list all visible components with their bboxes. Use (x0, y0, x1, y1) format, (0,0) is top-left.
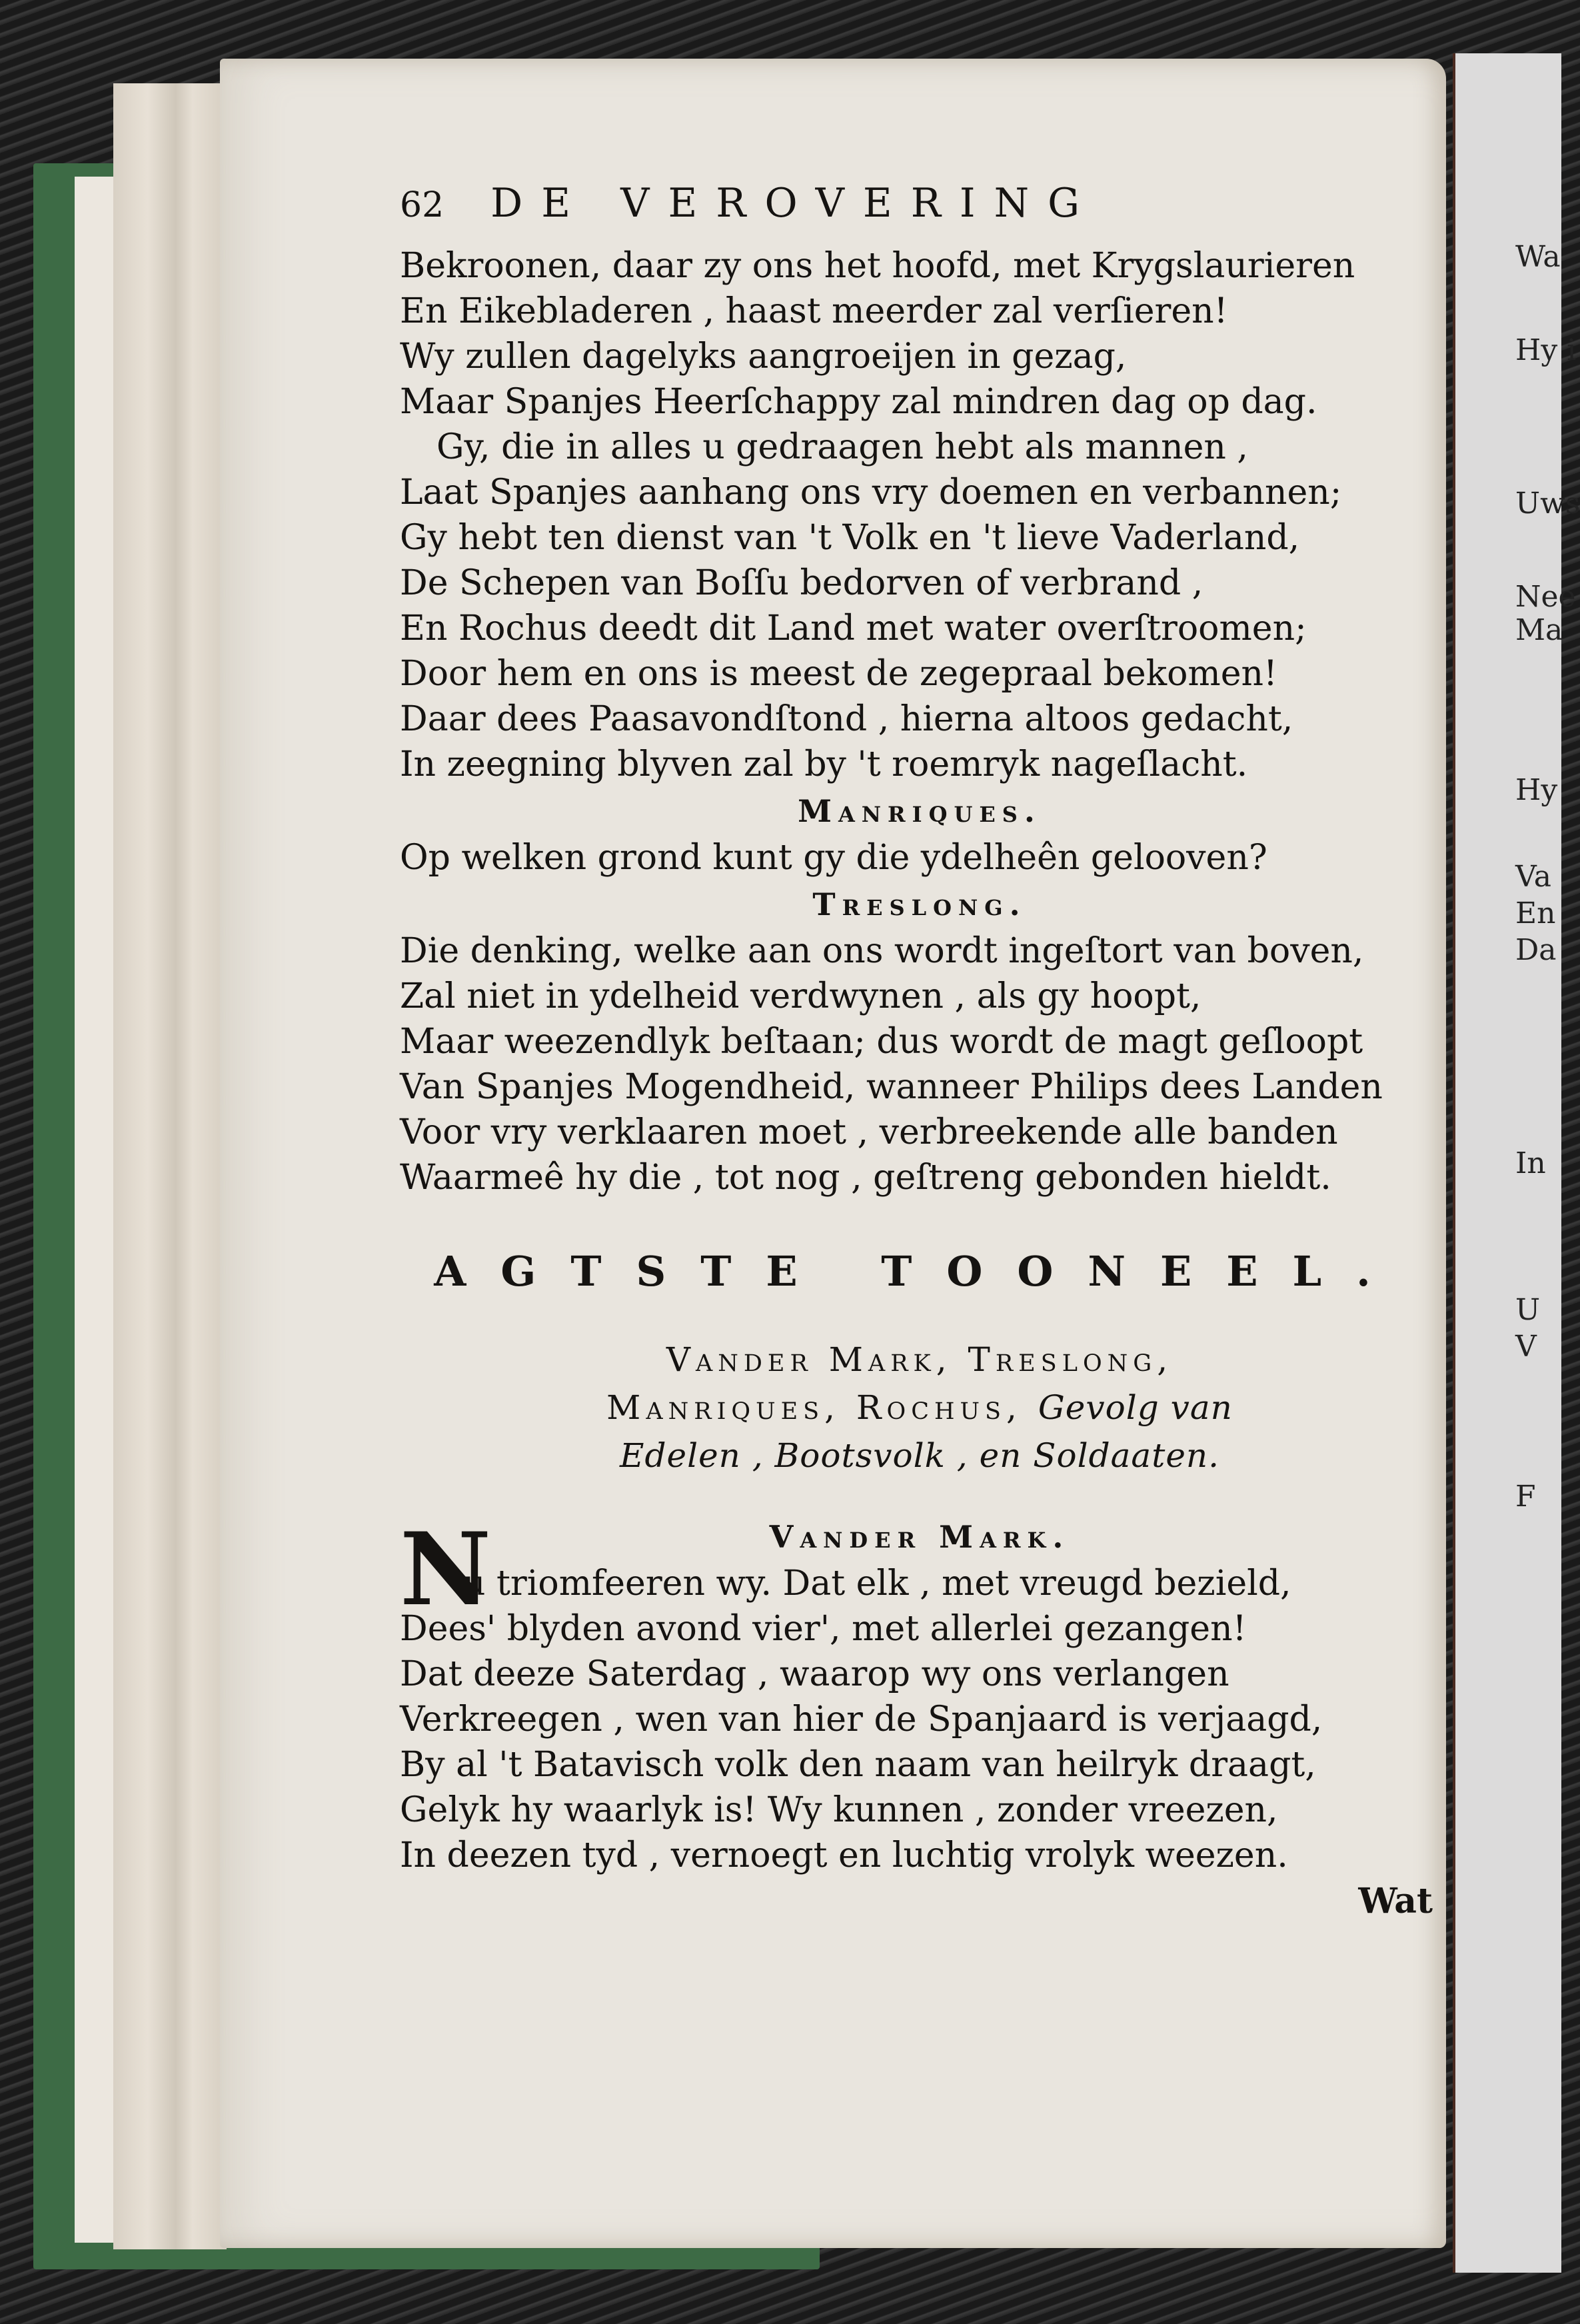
facing-page-fragment: Hy i (1515, 333, 1577, 367)
verse-line: Gy, die in alles u gedraagen hebt als mannen , (436, 427, 1248, 467)
facing-page-fragment: V (1515, 1330, 1537, 1364)
verse-line: Van Spanjes Mogendheid, wanneer Philips dees Landen (400, 1067, 1383, 1107)
verse-line: By al 't Batavisch volk den naam van heilryk draagt, (400, 1745, 1316, 1785)
verse-line: En Rochus deedt dit Land met water overſtroomen; (400, 608, 1307, 648)
cast-list (400, 1336, 1439, 1480)
verse-line: In zeegning blyven zal by 't roemryk nageſlacht. (400, 744, 1248, 784)
speaker-heading: Treslong. (812, 886, 1027, 922)
verse-line: Wy zullen dagelyks aangroeijen in gezag, (400, 337, 1127, 377)
verse-line: Gelyk hy waarlyk is! Wy kunnen , zonder vreezen, (400, 1790, 1278, 1830)
running-title: DE VEROVERING (490, 180, 1099, 227)
facing-page-fragment: Nee (1515, 580, 1576, 614)
speaker-heading: Vander Mark. (769, 1519, 1070, 1555)
cast-line (400, 1432, 1439, 1480)
verse-line: Maar weezendlyk beſtaan; dus wordt de magt geſloopt (400, 1022, 1363, 1062)
facing-page-fragment: Wa (1515, 240, 1561, 274)
verse-line: Op welken grond kunt gy die ydelheên gelooven? (400, 838, 1267, 878)
verse-line: Daar dees Paasavondſtond , hierna altoos gedacht, (400, 699, 1293, 739)
scene-title: AGTSTE TOONEEL. (434, 1247, 1405, 1296)
facing-page-fragment: En (1515, 896, 1556, 930)
verse-line: Waarmeê hy die , tot nog , geſtreng gebonden hieldt. (400, 1158, 1331, 1198)
cast-italic: Edelen , Bootsvolk , en Soldaaten. (619, 1436, 1219, 1475)
page-edges (113, 83, 227, 2249)
verse-line: Voor vry verklaaren moet , verbreekende alle banden (400, 1112, 1338, 1152)
endpaper (75, 177, 115, 2243)
cast-italic: Gevolg van (1038, 1388, 1233, 1427)
catchword: Wat (1358, 1881, 1433, 1921)
facing-page-fragment: In (1515, 1146, 1546, 1180)
verse-line: Laat Spanjes aanhang ons vry doemen en verbannen; (400, 473, 1342, 513)
cast-names: Manriques, Rochus, (606, 1388, 1022, 1427)
facing-page-fragment: Hy (1515, 773, 1558, 807)
facing-page-fragment: F (1515, 1480, 1536, 1514)
verse-line: De Schepen van Boſſu bedorven of verbrand , (400, 563, 1203, 603)
facing-page-fragment: Uws (1515, 487, 1580, 521)
drop-cap: N (400, 1511, 492, 1628)
verse-line: Dat deeze Saterdag , waarop wy ons verlangen (400, 1654, 1229, 1694)
verse-line: u triomfeeren wy. Dat elk , met vreugd bezield, (463, 1564, 1291, 1604)
cast-line: Vander Mark, Treslong, (666, 1340, 1174, 1379)
cast-line (400, 1384, 1439, 1432)
verse-line: En Eikebladeren , haast meerder zal verſieren! (400, 291, 1228, 331)
speaker-heading: Manriques. (798, 793, 1042, 829)
verse-line: Door hem en ons is meest de zegepraal bekomen! (400, 654, 1277, 694)
verse-block-1 (400, 243, 1439, 787)
facing-page-fragment: Va (1515, 860, 1551, 894)
facing-page (1453, 53, 1580, 2273)
facing-page-fragment: Da (1515, 933, 1557, 967)
facing-page-fragment: U (1515, 1293, 1541, 1327)
facing-page-fragment: Ma (1515, 613, 1563, 647)
verse-line: Verkreegen , wen van hier de Spanjaard is verjaagd, (400, 1700, 1323, 1740)
verse-line: Maar Spanjes Heerſchappy zal mindren dag op dag. (400, 382, 1317, 422)
verse-block-4 (400, 1513, 1439, 1925)
running-head (400, 180, 1439, 243)
verse-line: Gy hebt ten dienst van 't Volk en 't lieve Vaderland, (400, 518, 1300, 558)
verse-line: Dees' blyden avond vier', met allerlei gezangen! (400, 1609, 1247, 1649)
page-number: 62 (400, 185, 444, 225)
verse-line: In deezen tyd , vernoegt en luchtig vrolyk weezen. (400, 1835, 1288, 1875)
verse-line: Bekroonen, daar zy ons het hoofd, met Krygslaurieren (400, 246, 1355, 286)
verse-line: Die denking, welke aan ons wordt ingeſtort van boven, (400, 931, 1364, 971)
page-text (400, 180, 1439, 1925)
verse-line: Zal niet in ydelheid verdwynen , als gy hoopt, (400, 976, 1201, 1016)
